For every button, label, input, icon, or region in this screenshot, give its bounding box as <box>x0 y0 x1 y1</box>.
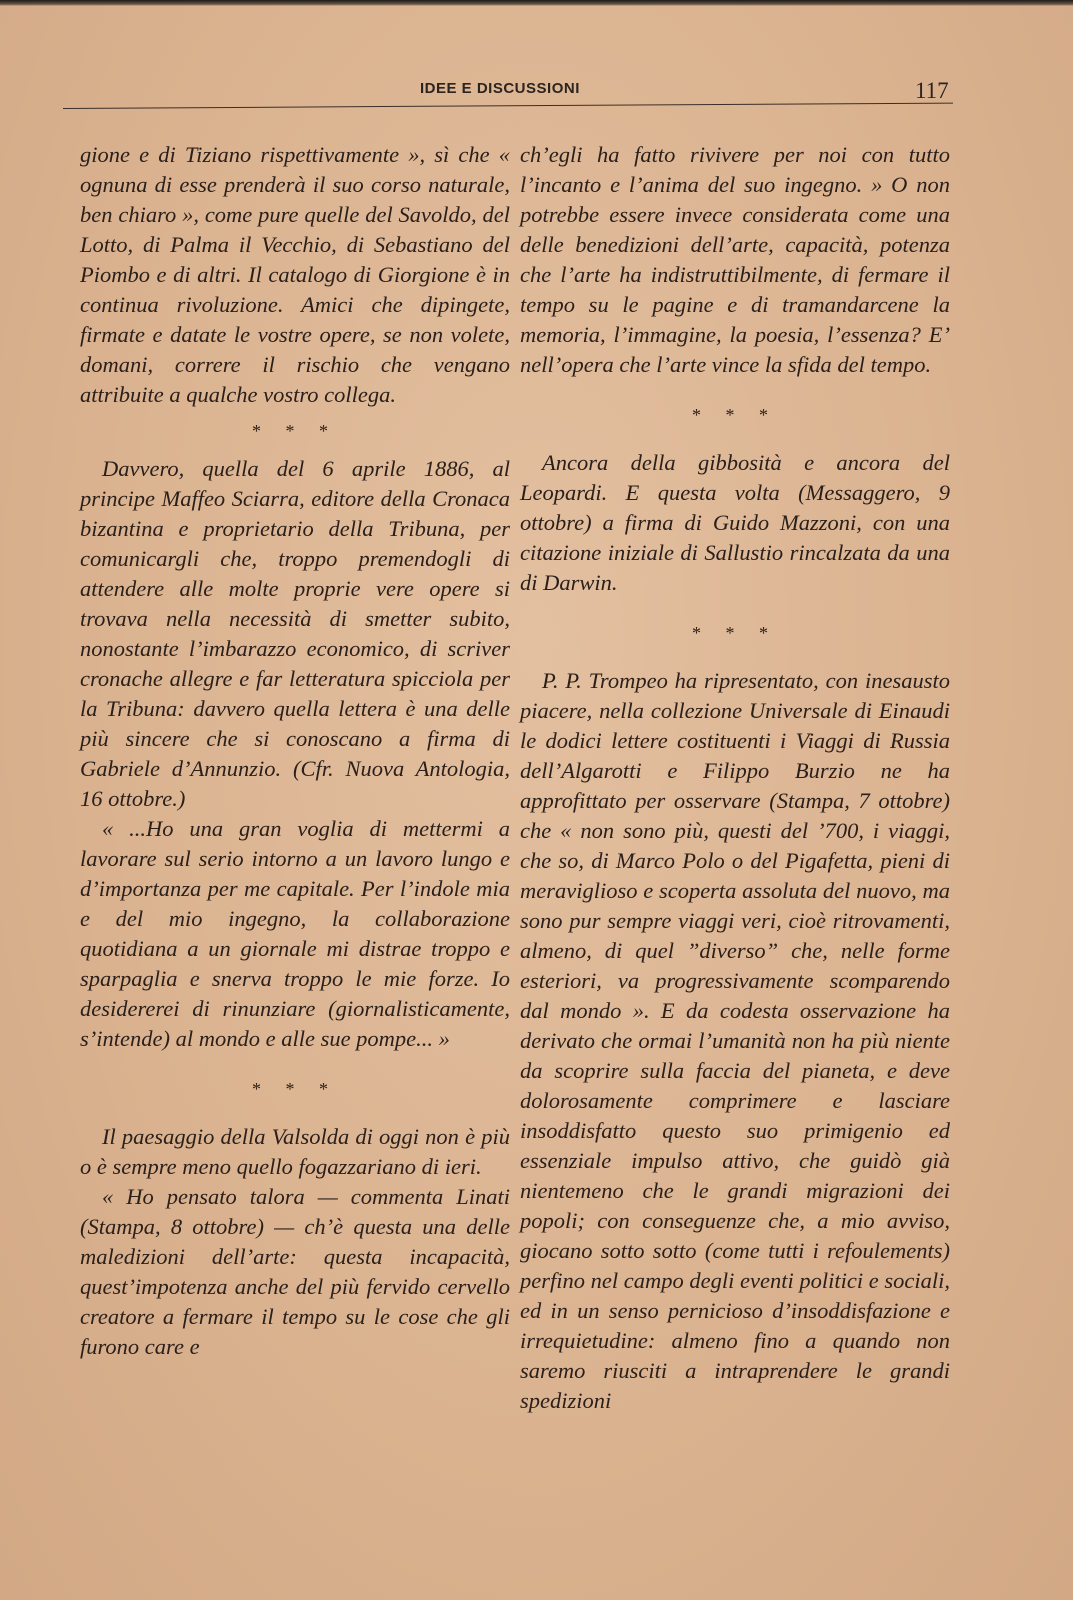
right-column <box>520 140 950 1416</box>
section-separator: * * * <box>692 405 778 425</box>
paragraph-valsolda: Il paesaggio della Valsolda di oggi non è più o è sempre meno quello fogazzariano di ieri. <box>80 1124 510 1179</box>
paragraph-tiziano: gione e di Tiziano rispettivamente », sì che « ognuna di esse prenderà il suo corso naturale, ben chiaro », come pure quelle del Savoldo, del Lotto, di Palma il Vecchio, di Sebastiano del Piombo e di altri. Il catalogo di Giorgione è in continua rivoluzione. Amici che dipingete, firmate e datate le vostre opere, se non volete, domani, correre il rischio che vengano attribuite a qualche vostro collega. <box>80 142 510 407</box>
section-separator: * * * <box>252 421 338 441</box>
running-head <box>0 78 1073 102</box>
header-rule <box>63 103 953 109</box>
paragraph-annunzio-quote: « ...Ho una gran voglia di mettermi a lavorare sul serio intorno a un lavoro lungo e d’importanza per me capitale. Per l’indole mia e del mio ingegno, la collaborazione quotidiana a un giornale mi distrae troppo e sparpaglia e snerva troppo le mie forze. Io desidererei di rinunziare (giornalisticamente, s’intende) al mondo e alle sue pompe... » <box>80 816 510 1051</box>
left-column <box>80 140 510 1362</box>
page-number: 117 <box>915 78 949 103</box>
section-separator: * * * <box>252 1079 338 1099</box>
paragraph-annunzio-letter: Davvero, quella del 6 aprile 1886, al principe Maffeo Sciarra, editore della Cronaca bizantina e proprietario della Tribuna, per comunicargli che, troppo premendogli di attendere alle molte proprie vere opere si trovava nella necessità di smetter subito, nonostante l’imbarazzo economico, di scriver cronache allegre e far letteratura spicciola per la Tribuna: davvero quella lettera è una delle più sincere che si conoscano a firma di Gabriele d’Annunzio. (Cfr. Nuova Antologia, 16 ottobre.) <box>80 456 510 811</box>
paragraph-linati: « Ho pensato talora — commenta Linati (Stampa, 8 ottobre) — ch’è questa una delle maledizioni dell’arte: questa incapacità, quest’impotenza anche del più fervido cervello creatore a fermare il tempo su le cose che gli furono care e <box>80 1184 510 1359</box>
paragraph-arte-tempo: ch’egli ha fatto rivivere per noi con tutto l’incanto e l’anima del suo ingegno. » O non potrebbe essere invece considerata come una delle benedizioni dell’arte, capacità, potenza che l’arte ha indistruttibilmente, di fermare il tempo su le pagine e di tramandarcene la memoria, l’immagine, la poesia, l’essenza? E’ nell’opera che l’arte vince la sfida del tempo. <box>520 142 950 377</box>
section-separator: * * * <box>692 623 778 643</box>
page-top-edge <box>0 0 1073 6</box>
running-title: IDEE E DISCUSSIONI <box>420 80 580 97</box>
paragraph-leopardi: Ancora della gibbosità e ancora del Leopardi. E questa volta (Messaggero, 9 ottobre) a firma di Guido Mazzoni, con una citazione iniziale di Sallustio rincalzata da una di Darwin. <box>520 450 950 595</box>
paragraph-trompeo: P. P. Trompeo ha ripresentato, con inesausto piacere, nella collezione Universale di Einaudi le dodici lettere costituenti i Viaggi di Russia dell’Algarotti e Filippo Burzio ne ha approfittato per osservare (Stampa, 7 ottobre) che « non sono più, questi del ’700, i viaggi, che so, di Marco Polo o del Pigafetta, pieni di meraviglioso e scoperta assoluta del nuovo, ma sono pur sempre viaggi veri, cioè ritrovamenti, almeno, di quel ”diverso” che, nelle forme esteriori, va progressivamente scomparendo dal mondo ». E da codesta osservazione ha derivato che ormai l’umanità non ha più niente da scoprire sulla faccia del pianeta, e deve dolorosamente comprimere e lasciare insoddisfatto questo suo primigenio ed essenziale impulso attivo, che guidò già nientemeno che le grandi migrazioni dei popoli; con conseguenze che, a mio avviso, giocano sotto sotto (come tutti i refoulements) perfino nel campo degli eventi politici e sociali, ed in un senso pernicioso d’insoddisfazione e irrequietudine: almeno fino a quando non saremo riusciti a intraprendere le grandi spedizioni <box>520 668 950 1413</box>
